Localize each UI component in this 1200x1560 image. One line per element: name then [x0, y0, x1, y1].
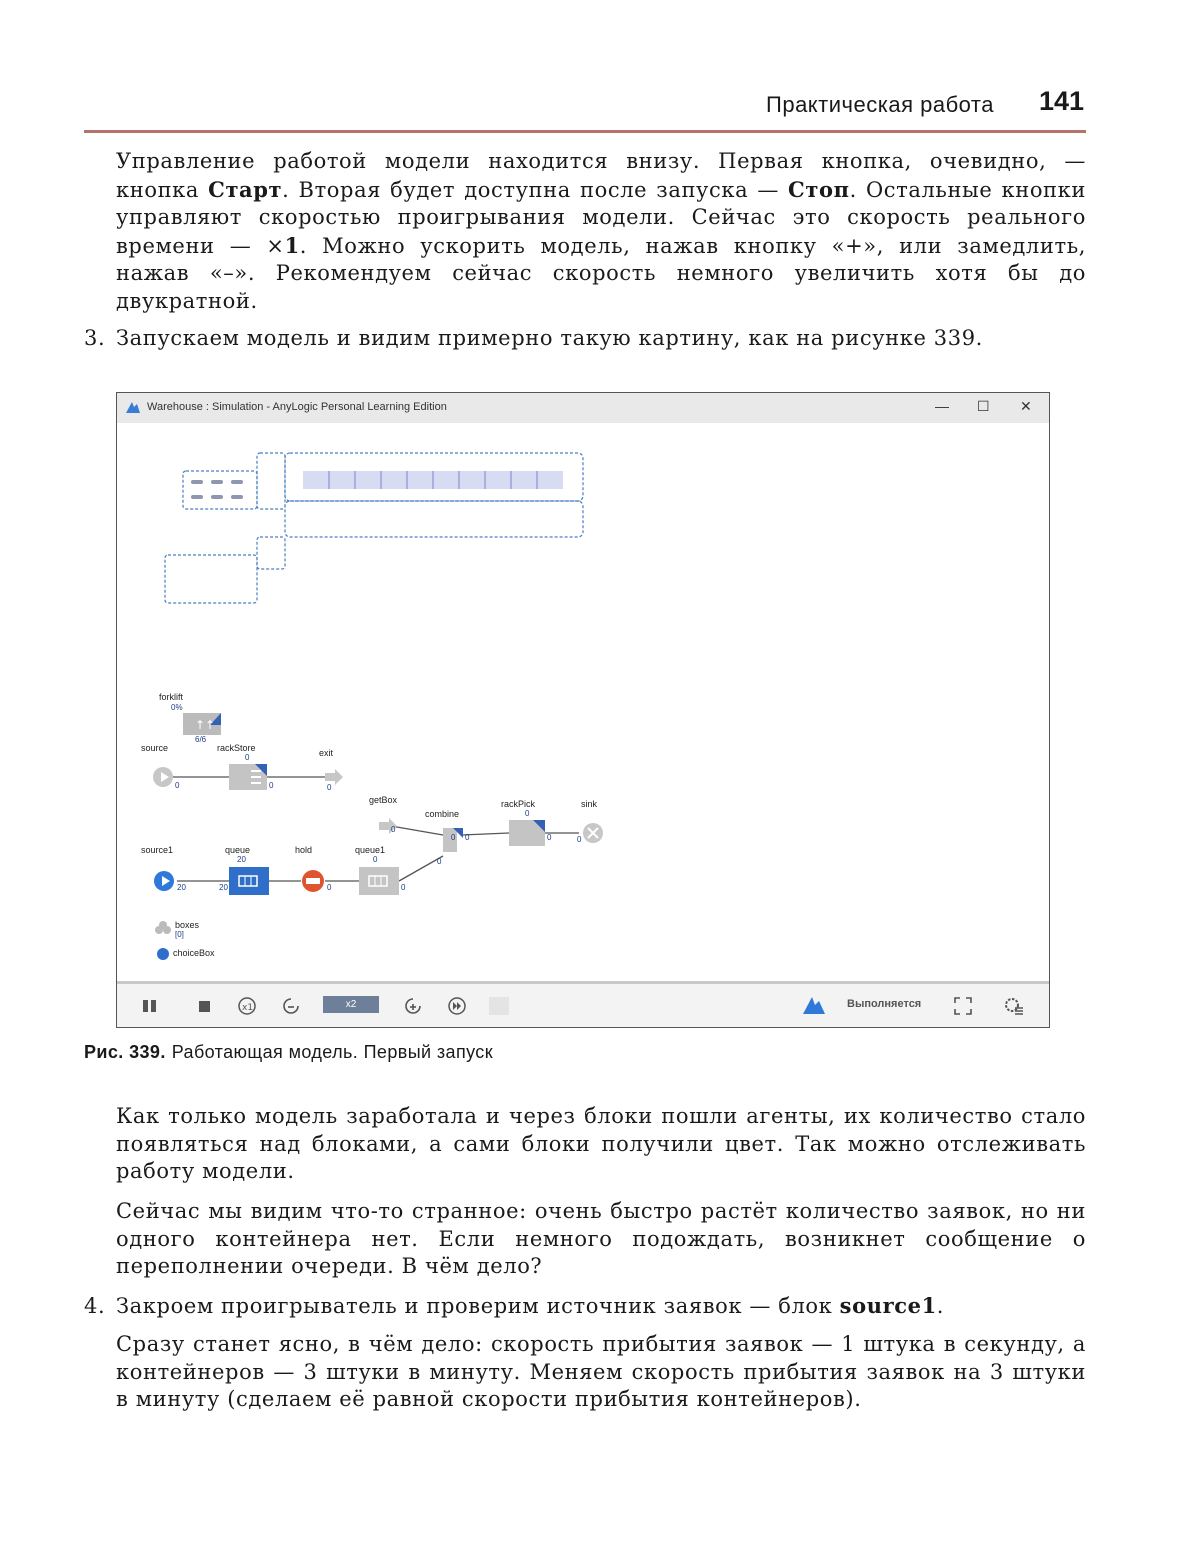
- pause-icon[interactable]: [141, 998, 159, 1014]
- close-button[interactable]: ✕: [1020, 398, 1032, 415]
- count-combine-out: 0: [465, 833, 469, 842]
- choiceBox-icon: [157, 948, 169, 960]
- count-queue1: 0: [401, 883, 405, 892]
- text: . Остальные кнопки управляют скоростью проигрывания модели. Сейчас это скорость реального времени — ×: [116, 178, 1086, 258]
- text: . Вторая будет доступна после запуска —: [282, 178, 788, 202]
- fast-forward-icon[interactable]: [447, 996, 467, 1016]
- anylogic-status-icon: [801, 994, 827, 1016]
- run-status: Выполняется: [847, 998, 921, 1010]
- text: Управление работой модели находится внизу. Первая кнопка, очевидно, — кнопка: [116, 149, 1086, 202]
- count-forklift-pct: 0%: [171, 703, 183, 712]
- svg-text:↑↑: ↑↑: [195, 718, 215, 732]
- speed-up-icon[interactable]: [403, 996, 423, 1016]
- item-text: Запускаем модель и видим примерно такую картину, как на рисунке 339.: [116, 326, 983, 350]
- list-item-4: [84, 1292, 1086, 1321]
- paragraph-arrival-rate: Сразу станет ясно, в чём дело: скорость прибытия заявок — 1 штука в секунду, а контейнеров — 3 штуки в минуту. Меняем скорость прибытия заявок на 3 штуки в минуту (сделаем её равной скорости прибытия контейнеров).: [116, 1331, 1086, 1414]
- queue-block: [229, 867, 269, 895]
- count-combine-in1: 0: [437, 857, 441, 866]
- list-item-3: [84, 325, 1086, 353]
- item-text-end: .: [937, 1294, 944, 1318]
- minimize-button[interactable]: —: [935, 398, 949, 414]
- count-rackStore-top: 0: [245, 753, 249, 762]
- text: . Можно ускорить модель, нажав кнопку «+», или замедлить, нажав «–». Рекомендуем сейчас скорость немного увеличить хотя бы до двукратной.: [116, 234, 1086, 313]
- count-rackPick: 0: [547, 833, 551, 842]
- queue1-block: [359, 867, 399, 895]
- speed-x1-label: x1: [242, 1003, 253, 1013]
- model-canvas[interactable]: [117, 423, 1049, 979]
- label-source: source: [141, 743, 168, 753]
- running-title: Практическая работа: [766, 92, 994, 118]
- item-number: 4.: [84, 1293, 116, 1321]
- term-source1: source1: [840, 1293, 937, 1318]
- speed-indicator: x2: [323, 996, 379, 1013]
- count-forklift: 6/6: [195, 735, 206, 744]
- count-boxes: [0]: [175, 930, 184, 939]
- run-to-time-button[interactable]: [489, 997, 509, 1015]
- anylogic-logo-icon: [125, 400, 141, 414]
- paragraph-strange: Сейчас мы видим что-то странное: очень быстро растёт количество заявок, но ни одного контейнера нет. Если немного подождать, возникнет сообщение о переполнении очереди. В чём дело?: [116, 1198, 1086, 1281]
- count-combine-in2: 0: [451, 833, 455, 842]
- model-graphics: [117, 423, 1049, 979]
- term-start: Старт: [208, 177, 282, 202]
- label-queue: queue: [225, 845, 250, 855]
- label-source1: source1: [141, 845, 173, 855]
- count-hold: 0: [327, 883, 331, 892]
- count-rackPick-top: 0: [525, 809, 529, 818]
- speed-realtime-icon[interactable]: [237, 996, 257, 1016]
- count-rackStore: 0: [269, 781, 273, 790]
- window-title: Warehouse : Simulation - AnyLogic Personal Learning Edition: [147, 401, 447, 413]
- paragraph-agents: Как только модель заработала и через блоки пошли агенты, их количество стало появляться над блоками, а сами блоки получили цвет. Так можно отслеживать работу модели.: [116, 1103, 1086, 1186]
- figure-caption-text: Работающая модель. Первый запуск: [172, 1042, 493, 1062]
- label-queue1: queue1: [355, 845, 385, 855]
- stop-icon[interactable]: [197, 998, 213, 1014]
- count-queue-top: 20: [237, 855, 246, 864]
- page-header: [84, 84, 1086, 133]
- window-titlebar: [117, 393, 1049, 423]
- count-exit: 0: [327, 783, 331, 792]
- count-source: 0: [175, 781, 179, 790]
- label-rackStore: rackStore: [217, 743, 256, 753]
- label-choiceBox[interactable]: choiceBox: [173, 948, 215, 958]
- figure-label: Рис. 339.: [84, 1042, 166, 1062]
- count-queue-in: 20: [219, 883, 228, 892]
- paragraph-controls: [116, 148, 1086, 315]
- rack-cells: [303, 471, 563, 489]
- term-x1: 1: [285, 233, 300, 258]
- item-text: Закроем проигрыватель и проверим источник заявок — блок: [116, 1294, 840, 1318]
- count-sink: 0: [577, 835, 581, 844]
- label-combine: combine: [425, 809, 459, 819]
- maximize-button[interactable]: ☐: [977, 398, 990, 415]
- label-getBox: getBox: [369, 795, 397, 805]
- label-exit: exit: [319, 748, 333, 758]
- label-forklift: forklift: [159, 692, 183, 702]
- count-source1: 20: [177, 883, 186, 892]
- item-number: 3.: [84, 325, 116, 353]
- forklift-parking: [191, 480, 243, 499]
- label-boxes: boxes: [175, 920, 199, 930]
- slow-down-icon[interactable]: [281, 996, 301, 1016]
- simulation-controls: [117, 981, 1049, 1028]
- settings-icon[interactable]: [1003, 996, 1025, 1016]
- figure-caption: [84, 1042, 493, 1063]
- simulation-window: [116, 392, 1050, 1028]
- term-stop: Стоп: [788, 177, 850, 202]
- page-number: 141: [1039, 86, 1084, 117]
- count-queue1-top: 0: [373, 855, 377, 864]
- label-sink: sink: [581, 799, 597, 809]
- fullscreen-icon[interactable]: [953, 996, 973, 1016]
- label-rackPick: rackPick: [501, 799, 535, 809]
- count-getBox: 0: [391, 825, 395, 834]
- label-hold: hold: [295, 845, 312, 855]
